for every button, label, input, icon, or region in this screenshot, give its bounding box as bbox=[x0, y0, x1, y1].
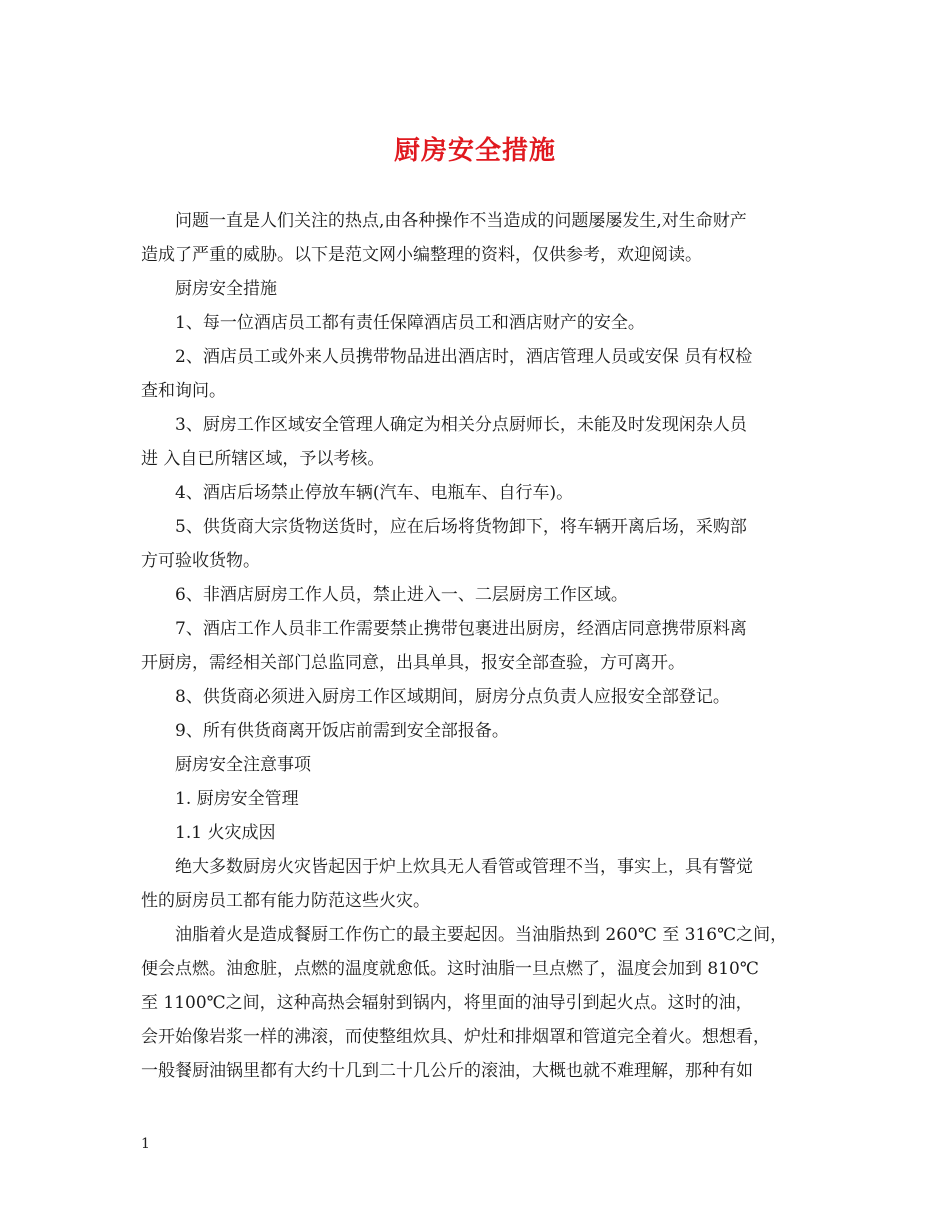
text-line: 4、酒店后场禁止停放车辆(汽车、电瓶车、自行车)。 bbox=[175, 483, 574, 503]
text-line: 1.1 火灾成因 bbox=[175, 823, 276, 843]
document-body bbox=[141, 204, 813, 1088]
text-line: 3、厨房工作区域安全管理人确定为相关分点厨师长，未能及时发现闲杂人员 bbox=[175, 415, 747, 435]
text-line: 2、酒店员工或外来人员携带物品进出酒店时，酒店管理人员或安保 员有权检 bbox=[175, 347, 753, 367]
page-number: 1 bbox=[141, 1136, 150, 1152]
text-line: 1. 厨房安全管理 bbox=[175, 789, 299, 809]
text-line: 会开始像岩浆一样的沸滚，而使整组炊具、炉灶和排烟罩和管道完全着火。想想看， bbox=[141, 1027, 770, 1047]
document-title: 厨房安全措施 bbox=[393, 136, 556, 166]
text-line: 5、供货商大宗货物送货时，应在后场将货物卸下，将车辆开离后场，采购部 bbox=[175, 517, 747, 537]
text-line: 查和询问。 bbox=[141, 381, 226, 401]
text-line: 8、供货商必须进入厨房工作区域期间，厨房分点负责人应报安全部登记。 bbox=[175, 687, 730, 707]
text-line: 造成了严重的威胁。以下是范文网小编整理的资料，仅供参考，欢迎阅读。 bbox=[141, 245, 702, 265]
text-line: 9、所有供货商离开饭店前需到安全部报备。 bbox=[175, 721, 509, 741]
text-line: 方可验收货物。 bbox=[141, 551, 260, 571]
text-line: 便会点燃。油愈脏，点燃的温度就愈低。这时油脂一旦点燃了，温度会加到 810℃ bbox=[141, 959, 759, 979]
text-line: 6、非酒店厨房工作人员，禁止进入一、二层厨房工作区域。 bbox=[175, 585, 628, 605]
text-line: 绝大多数厨房火灾皆起因于炉上炊具无人看管或管理不当，事实上，具有警觉 bbox=[175, 857, 753, 877]
text-line: 问题一直是人们关注的热点,由各种操作不当造成的问题屡屡发生,对生命财产 bbox=[175, 211, 747, 231]
text-line: 性的厨房员工都有能力防范这些火灾。 bbox=[141, 891, 430, 911]
text-line: 厨房安全措施 bbox=[175, 279, 277, 299]
text-line: 油脂着火是造成餐厨工作伤亡的最主要起因。当油脂热到 260℃ 至 316℃之间， bbox=[175, 925, 788, 945]
text-line: 厨房安全注意事项 bbox=[175, 755, 311, 775]
text-line: 1、每一位酒店员工都有责任保障酒店员工和酒店财产的安全。 bbox=[175, 313, 645, 333]
text-line: 7、酒店工作人员非工作需要禁止携带包裹进出厨房，经酒店同意携带原料离 bbox=[175, 619, 747, 639]
text-line: 开厨房，需经相关部门总监同意，出具单具，报安全部查验，方可离开。 bbox=[141, 653, 685, 673]
text-line: 至 1100℃之间，这种高热会辐射到锅内，将里面的油导引到起火点。这时的油， bbox=[141, 993, 753, 1013]
text-line: 进 入自已所辖区域，予以考核。 bbox=[141, 449, 385, 469]
text-line: 一般餐厨油锅里都有大约十几到二十几公斤的滚油，大概也就不难理解，那种有如 bbox=[141, 1061, 753, 1081]
